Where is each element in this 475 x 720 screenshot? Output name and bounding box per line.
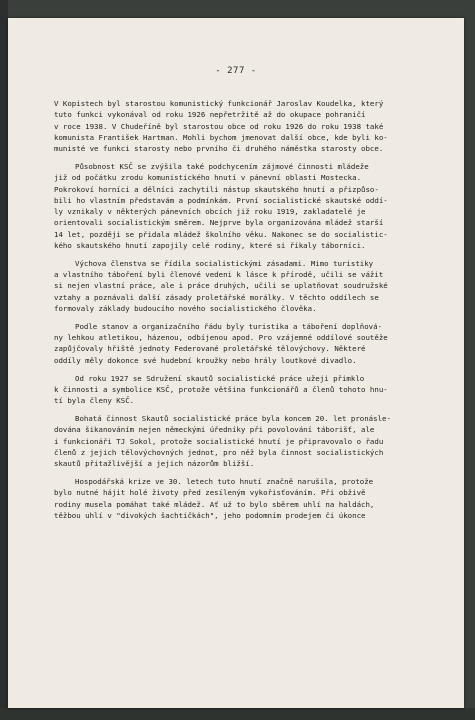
text-line: členů z jejich tělovýchovných jednot, pro něž byla činnost socialistických [54,447,384,457]
text-line: těžbou uhlí v "divokých šachtičkách", jeho podomním prodejem či úkonce [54,510,366,520]
text-line: orientovali socialistickým směrem. Nejprve byla organizována mládež starší [54,218,384,228]
text-line: formovaly základy budoucího nového socialistického člověka. [54,304,317,314]
text-line: munisté ve funkci starosty nebo prvního či druhého náměstka starosty obce. [54,144,384,154]
text-line: Působnost KSČ se zvýšila také podchycením zájmové činnosti mládeže [75,161,369,171]
document-page [8,18,464,708]
text-line: rodiny musela pomáhat také mládež. Ať už to bylo sběrem uhlí na haldách, [54,499,375,509]
text-line: bili ho vlastním představám a podmínkám. První socialistické skautské oddí- [54,195,388,205]
text-line: si nejen vlastní práce, ale i práce druhých, učili se uplatňovat soudružské [54,281,388,291]
scanner-left-edge [0,0,8,720]
text-line: již od počátku zrodu komunistického hnutí v pánevní oblasti Mostecka. [54,173,362,183]
text-line: tí byla členy KSČ. [54,396,135,406]
paragraph [54,161,438,251]
paragraph [54,413,438,469]
text-line: a vlastního táboření byli členové vedeni k lásce k přírodě, učili se vážit [54,270,384,280]
text-line: v roce 1938. V Chudeříně byl starostou obce od roku 1926 do roku 1938 také [54,121,384,131]
text-line: Výchova členstva se řídila socialistickými zásadami. Mimo turistiky [75,258,374,268]
text-line: skautů přitažlivější a jejich názorům bližší. [54,459,255,469]
text-line: zapůjčovaly hřiště jednoty Federované proletářské tělovýchovy. Některé [54,344,366,354]
paragraph [54,258,438,314]
text-line: bylo nutné hájit holé životy před zesíleným vykořisťováním. Při obživě [54,488,366,498]
paragraph [54,98,438,154]
text-line: komunista František Hartman. Mohli bychom jmenovat další obce, kde byli ko- [54,132,388,142]
text-line: k činnosti a symbolice KSČ, protože většina funkcionářů a členů tohoto hnu- [54,384,388,394]
text-line: dována šikanováním nejen německými úředníky při povolování táborišť, ale [54,425,375,435]
text-line: 14 let, později se přidala mládež školního věku. Nakonec se do socialistic- [54,229,388,239]
text-line: Bohatá činnost Skautů socialistické práce byla koncem 20. let pronásle- [75,413,391,423]
text-line: vztahy a poznávali další zásady proletářské morálky. V těchto oddílech se [54,292,379,302]
text-line: oddíly měly dokonce své hudební kroužky nebo hrály loutkové divadlo. [54,355,357,365]
text-line: ly vznikaly v některých pánevních obcích již roku 1919, zakladatelé je [54,207,366,217]
paragraph [54,373,438,407]
text-line: Od roku 1927 se Sdružení skautů socialistické práce užeji přimklo [75,373,365,383]
page-number: - 277 - [215,66,257,76]
paragraph [54,321,438,366]
paragraph [54,476,438,521]
text-line: V Kopistech byl starostou komunistický funkcionář Jaroslav Koudelka, který [54,99,384,108]
text-line: ny lehkou atletikou, házenou, odbíjenou apod. Pro vzájemné oddílové soutěže [54,333,388,343]
text-line: Hospodářská krize ve 30. letech tuto hnutí značně narušila, protože [75,476,374,486]
text-line: i funkcionáři TJ Sokol, protože socialistické hnutí je připravovalo o řadu [54,436,384,446]
text-line: kého skautského hnutí zapojily celé rodiny, které si říkaly táborníci. [54,241,366,251]
text-line: Podle stanov a organizačního řádu byly turistika a táboření doplňová- [75,321,383,331]
text-line: tuto funkci vykonával od roku 1926 nepřetržitě až do okupace pohraničí [54,110,366,120]
scanner-bottom-strip [0,708,475,720]
document-body [54,98,438,528]
text-line: Pokrokoví horníci a dělníci zachytili nástup skautského hnutí a přizpůso- [54,184,379,194]
